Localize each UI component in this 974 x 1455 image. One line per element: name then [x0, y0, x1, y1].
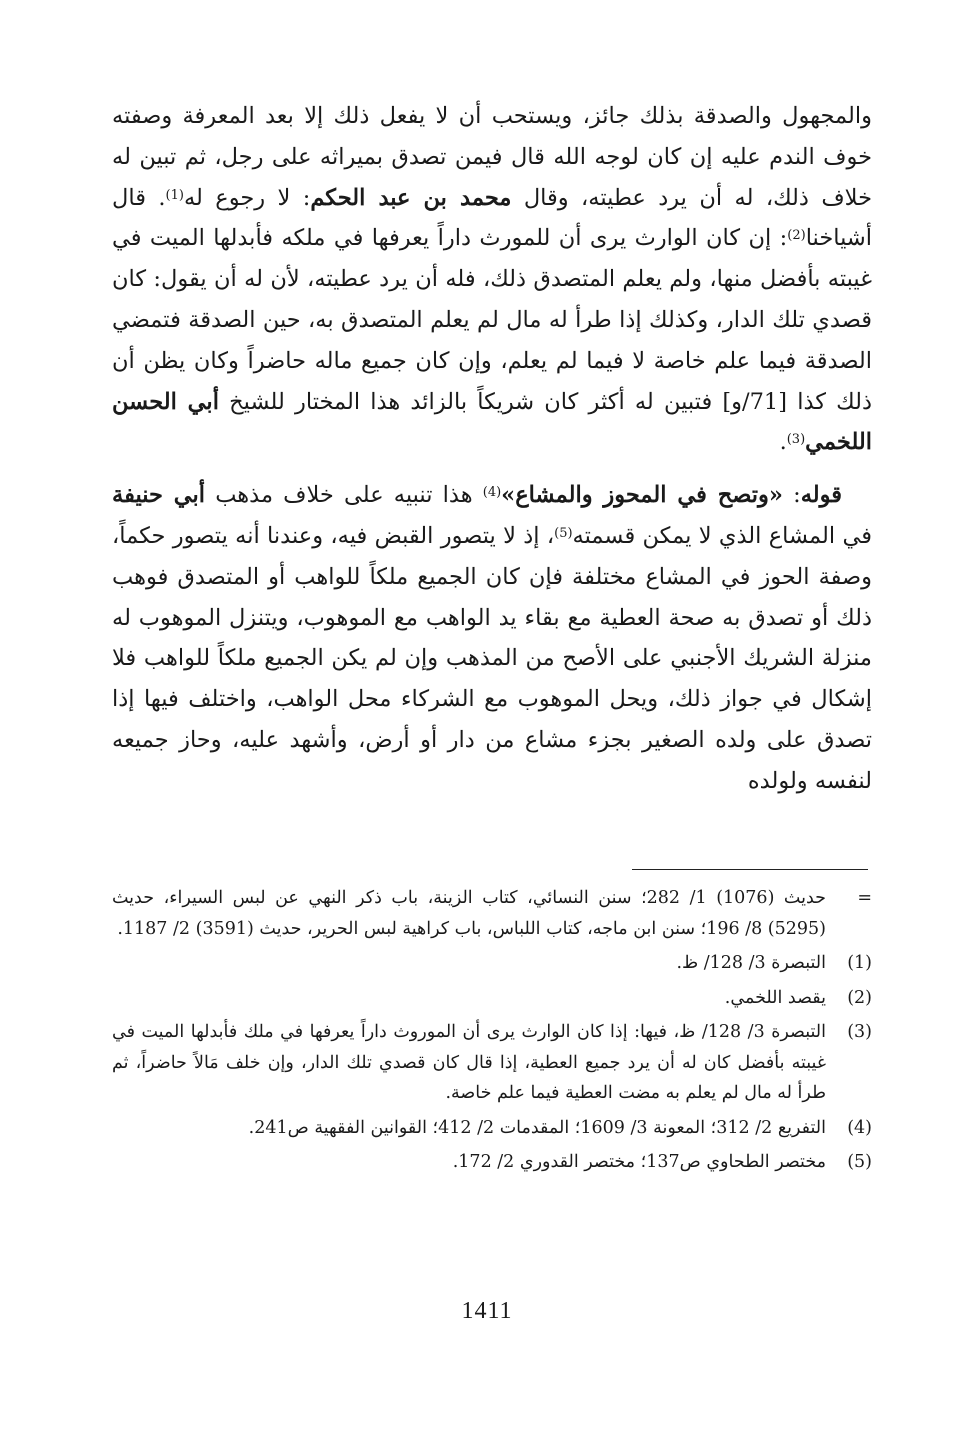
footnote-ref-3: (3)	[786, 432, 806, 448]
footnote-ref-1: (1)	[165, 187, 184, 203]
footnote-text: مختصر الطحاوي ص137؛ مختصر القدوري 2/ 172.	[452, 1152, 826, 1172]
footnote-ref-2: (2)	[787, 228, 806, 244]
scholar-name: محمد بن عبد الحكم	[310, 184, 512, 211]
scholar-name: أبي حنيفة	[112, 482, 206, 509]
footnote-2	[112, 983, 872, 1014]
footnote-5	[112, 1147, 872, 1178]
paragraph-1	[112, 96, 872, 463]
paragraph-2	[112, 475, 872, 801]
footnote-text: التبصرة 3/ 128/ ظ.	[676, 953, 826, 973]
scholar-name: أبي الحسن اللخمي	[112, 388, 872, 456]
footnote-number: =	[857, 888, 872, 908]
qawluhu-label: قوله	[800, 482, 843, 509]
footnote-separator	[632, 869, 868, 870]
footnote-number: (1)	[847, 953, 872, 973]
footnote-text: التفريع 2/ 312؛ المعونة 3/ 1609؛ المقدمات 2/ 412؛ القوانين الفقهية ص241.	[248, 1117, 826, 1138]
footnote-text: حديث (1076) 1/ 282؛ سنن النسائي، كتاب الزينة، باب ذكر النهي عن لبس السيراء، حديث (5295) 8/ 196؛ سنن ابن ماجه، كتاب اللباس، باب كراهية لبس الحرير، حديث (3591) 2/ 1187.	[112, 888, 826, 939]
footnote-text: التبصرة 3/ 128/ ظ، فيها: إذا كان الوارث يرى أن الموروث داراً يعرفها في ملك فأبدلها الميت في غيبته بأفضل كان له أن يرد جميع العطية، إذا قال كان قصدي تلك الدار، وإن خلف مَالاً حاضراً، ثم طرأ له مال لم يعلم به مضت العطية فيما علم خاصة.	[112, 1022, 826, 1103]
text-run: ، إذ لا يتصور القبض فيه، وعندنا أنه يتصور حكماً، وصفة الحوز في المشاع مختلفة فإن كان الجميع ملكاً للواهب أو المتصدق فوهب ذلك أو تصدق به صحة العطية مع بقاء يد الواهب مع الموهوب، ويتنزل الموهوب له منزلة الشريك الأجنبي على الأصح من المذهب وإن لم يكن الجميع ملكاً للواهب فلا إشكال في جواز ذلك، ويحل الموهوب مع الشركاء محل الواهب، واختلف فيها إذا تصدق على ولده الصغير بجزء مشاع من دار أو أرض، وأشهد عليه، وحاز جميعه لنفسه ولولده	[112, 522, 872, 794]
text-run: هذا تنبيه على خلاف مذهب	[205, 482, 483, 509]
text-run: في المشاع الذي لا يمكن قسمته	[572, 522, 872, 549]
footnote-4	[112, 1113, 872, 1144]
footnotes	[112, 883, 872, 1182]
footnote-3	[112, 1017, 872, 1109]
footnote-continued	[112, 883, 872, 944]
text-run: .	[779, 429, 787, 456]
footnote-number: (2)	[847, 987, 872, 1008]
footnote-text: يقصد اللخمي.	[724, 987, 826, 1008]
footnote-ref-5: (5)	[554, 525, 573, 541]
footnote-number: (3)	[847, 1022, 872, 1042]
footnote-1	[112, 948, 872, 979]
text-run: : لا رجوع له	[183, 184, 311, 211]
main-text	[112, 96, 872, 802]
text-run: . قال أشياخنا	[112, 184, 872, 252]
footnote-ref-4: (4)	[482, 485, 502, 501]
quoted-matn: «وتصح في المحوز والمشاع»	[501, 482, 783, 509]
text-run: :	[782, 482, 801, 509]
text-run: : إن كان الوارث يرى أن للمورث داراً يعرفها في ملكه فأبدلها الميت في غيبته بأفضل منها، ولم يعلم المتصدق ذلك، فله أن يرد عطيته، لأن له أن يقول: كان قصدي تلك الدار، وكذلك إذا طرأ له مال لم يعلم المتصدق به، حين الصدقة فتمضي الصدقة فيما علم خاصة لا فيما لم يعلم، وإن كان جميع ماله حاضراً وكان يظن أن ذلك كذا [71/و] فتبين له أكثر كان شريكاً بالزائد هذا المختار للشيخ	[112, 225, 872, 415]
footnote-number: (4)	[847, 1117, 872, 1138]
footnote-number: (5)	[847, 1152, 872, 1172]
text-run: والمجهول والصدقة بذلك جائز، ويستحب أن لا يفعل ذلك إلا بعد المعرفة وصفته خوف الندم عليه إن كان لوجه الله قال فيمن تصدق بميراثه على رجل، ثم تبين له خلاف ذلك، له أن يرد عطيته، وقال	[112, 103, 872, 211]
page-number: 1411	[461, 1298, 513, 1324]
